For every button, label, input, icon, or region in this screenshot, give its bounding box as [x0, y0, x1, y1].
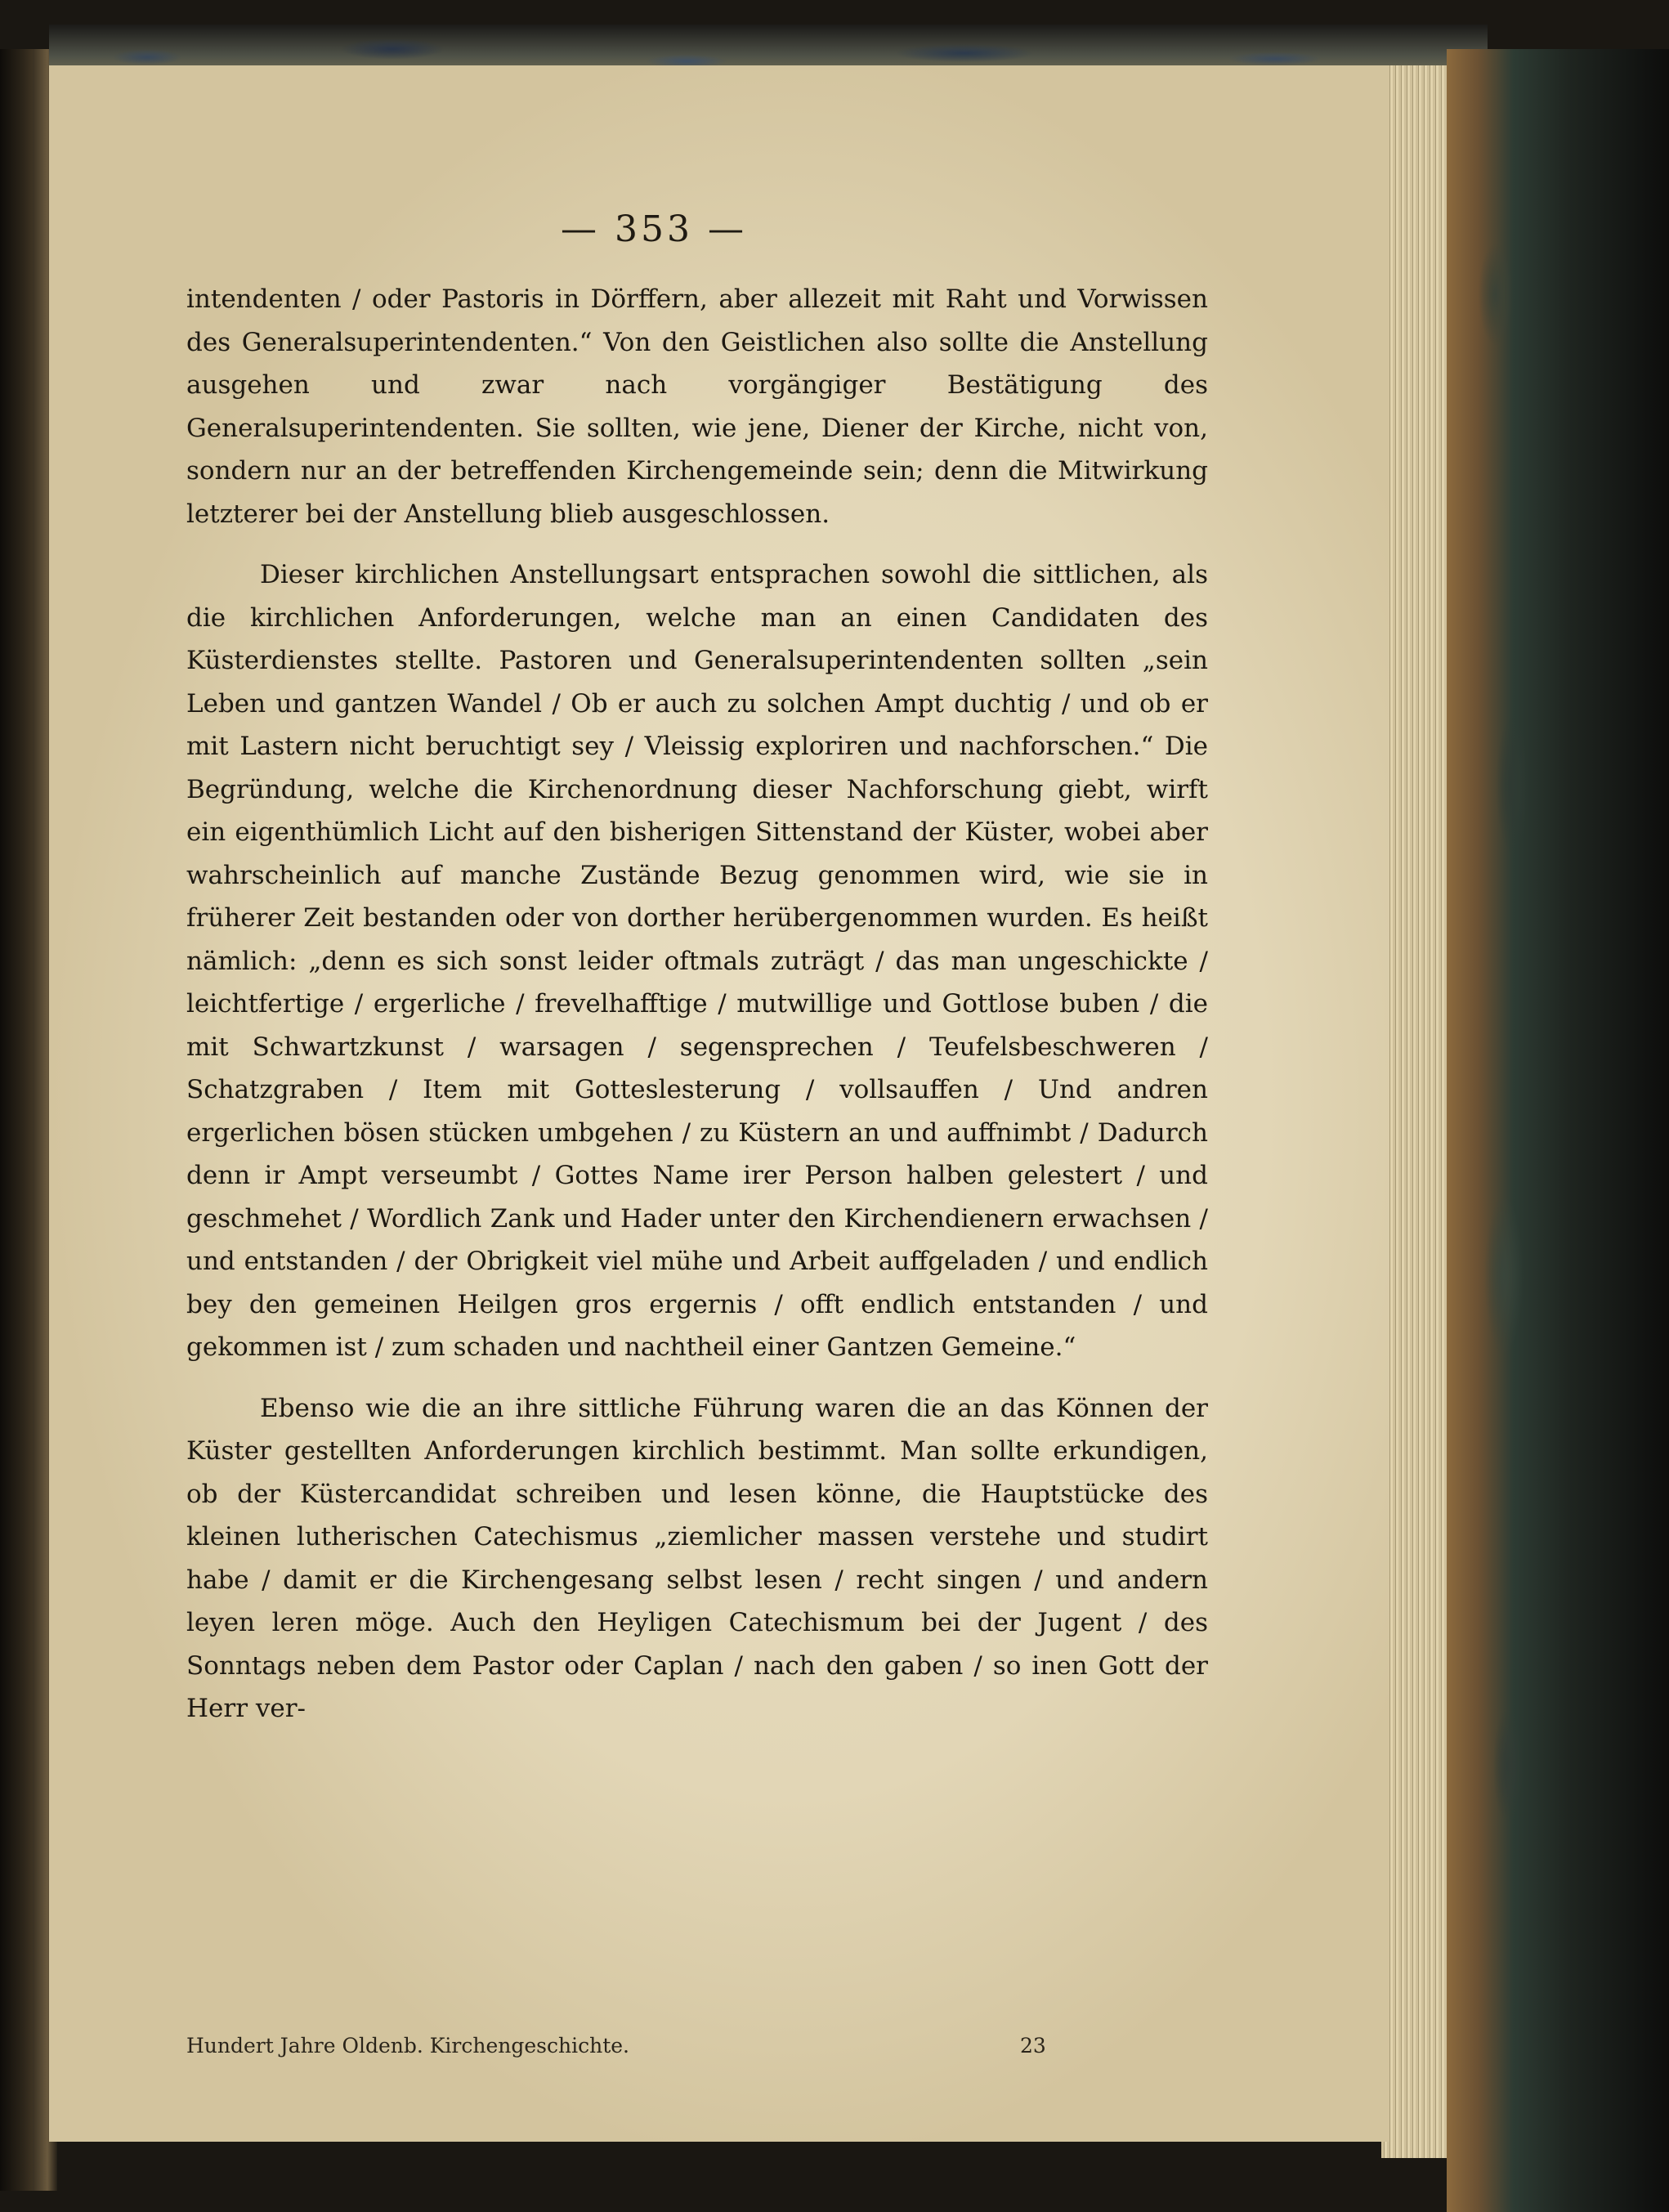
paragraph: Dieser kirchlichen Anstellungsart entsprachen sowohl die sittlichen, als die kirchlichen Anforderungen, welche man an einen Candidaten des Küsterdienstes stellte. Pastoren und Generalsuperintendenten sollten „sein Leben und gantzen Wandel / Ob er auch zu solchen Ampt duchtig / und ob er mit Lastern nicht beruchtigt sey / Vleissig exploriren und nachforschen.“ Die Begründung, welche die Kirchenordnung dieser Nachforschung giebt, wirft ein eigenthümlich Licht auf den bisherigen Sittenstand der Küster, wobei aber wahrscheinlich auf manche Zustände Bezug genommen wird, wie sie in früherer Zeit bestanden oder von dorther herübergenommen wurden. Es heißt nämlich: „denn es sich sonst leider oftmals zuträgt / das man ungeschickte / leichtfertige / ergerliche / frevelhafftige / mutwillige und Gottlose buben / die mit Schwartzkunst / warsagen / segensprechen / Teufelsbeschweren / Schatzgraben / Item mit Gotteslesterung / vollsauffen / Und andren ergerlichen bösen stücken umbgehen / zu Küstern an und auffnimbt / Dadurch denn ir Ampt verseumbt / Gottes Name irer Person halben gelestert / und geschmehet / Wordlich Zank und Hader unter den Kirchendienern erwachsen / und entstanden / der Obrigkeit viel mühe und Arbeit auffgeladen / und endlich bey den gemeinen Heilgen gros ergernis / offt endlich entstanden / und gekommen ist / zum schaden und nachtheil einer Gantzen Gemeine.“	[186, 560, 1208, 1362]
page-stack-edge	[1381, 65, 1447, 2158]
marbled-cover-right	[1447, 49, 1669, 2212]
signature-mark: 23	[1020, 2034, 1046, 2058]
page-number: — 353 —	[561, 208, 747, 250]
running-footer-title: Hundert Jahre Oldenb. Kirchengeschichte.	[186, 2034, 629, 2058]
body-text	[186, 278, 1208, 1731]
paragraph-continued: intendenten / oder Pastoris in Dörffern, aber allezeit mit Raht und Vorwissen des Generalsuperintendenten.“ Von den Geistlichen also sollte die Anstellung ausgehen und zwar nach vorgängiger Bestätigung des Generalsuperintendenten. Sie sollten, wie jene, Diener der Kirche, nicht von, sondern nur an der betreffenden Kirchengemeinde sein; denn die Mitwirkung letzterer bei der Anstellung blieb ausgeschlossen.	[186, 284, 1208, 529]
book-page	[49, 65, 1389, 2142]
paragraph: Ebenso wie die an ihre sittliche Führung waren die an das Können der Küster gestellten Anforderungen kirchlich bestimmt. Man sollte erkundigen, ob der Küstercandidat schreiben und lesen könne, die Hauptstücke des kleinen lutherischen Catechismus „ziemlicher massen verstehe und studirt habe / damit er die Kirchengesang selbst lesen / recht singen / und andern leyen leren möge. Auch den Heyligen Catechismum bei der Jugent / des Sonntags neben dem Pastor oder Caplan / nach den gaben / so inen Gott der Herr ver-	[186, 1393, 1208, 1723]
